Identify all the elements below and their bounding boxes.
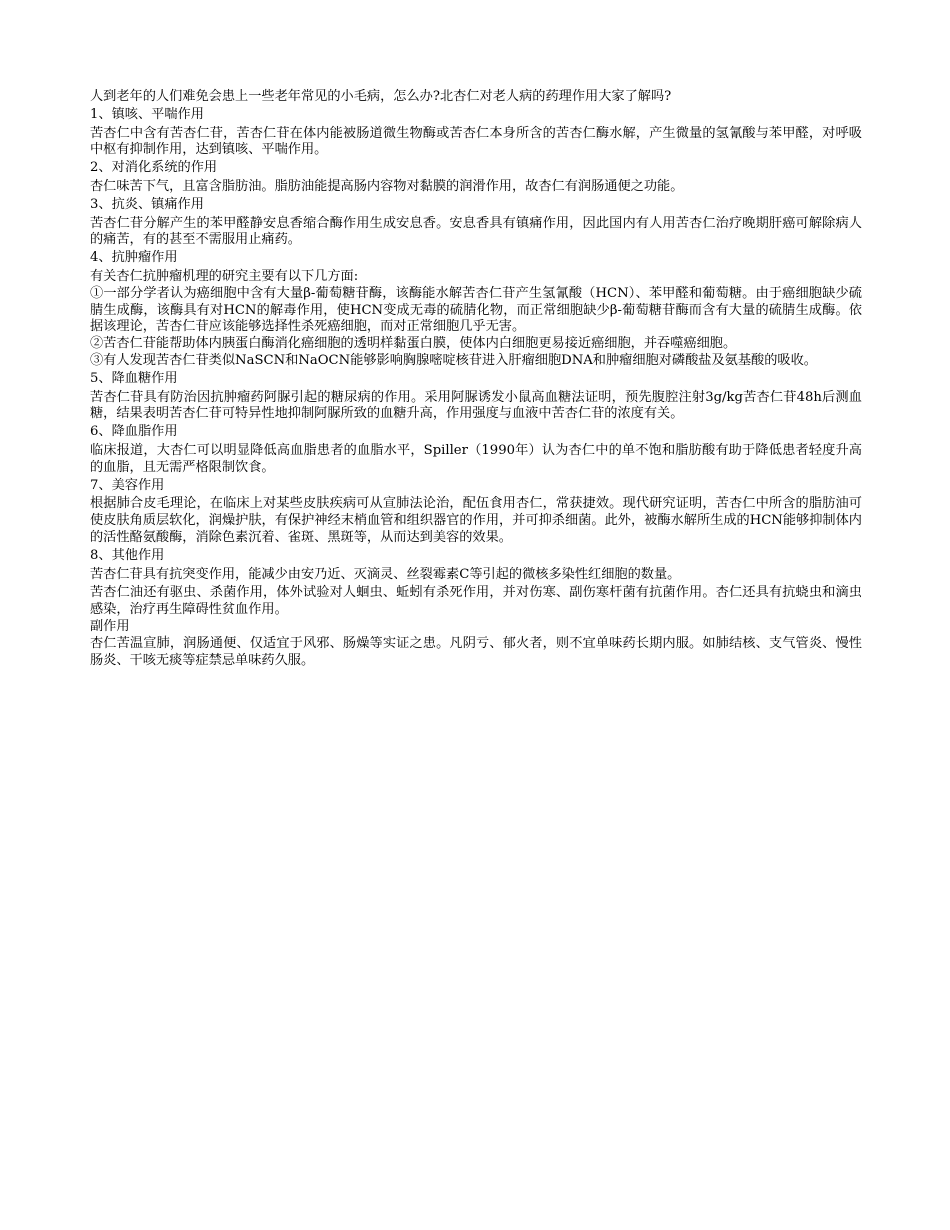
section-body-6: 临床报道，大杏仁可以明显降低高血脂患者的血脂水平，Spiller（1990年）认为杏仁中的单不饱和脂肪酸有助于降低患者轻度升高的血脂，且无需严格限制饮食。 [90, 442, 862, 475]
section-body-1: 苦杏仁中含有苦杏仁苷，苦杏仁苷在体内能被肠道微生物酶或苦杏仁本身所含的苦杏仁酶水解，产生微量的氢氰酸与苯甲醛，对呼吸中枢有抑制作用，达到镇咳、平喘作用。 [90, 125, 862, 158]
section-body-4-item-3: ③有人发现苦杏仁苷类似NaSCN和NaOCN能够影响胸腺嘧啶核苷进入肝瘤细胞DNA和肿瘤细胞对磷酸盐及氨基酸的吸收。 [90, 352, 817, 368]
document-body [90, 89, 862, 669]
section-heading-4: 4、抗肿瘤作用 [90, 250, 178, 266]
intro-paragraph: 人到老年的人们难免会患上一些老年常见的小毛病，怎么办?北杏仁对老人病的药理作用大家了解吗? [90, 89, 672, 104]
section-heading-3: 3、抗炎、镇痛作用 [90, 196, 204, 212]
section-body-3: 苦杏仁苷分解产生的苯甲醛静安息香缩合酶作用生成安息香。安息香具有镇痛作用，因此国内有人用苦杏仁治疗晚期肝癌可解除病人的痛苦，有的甚至不需服用止痛药。 [90, 215, 862, 248]
section-heading-side-effects: 副作用 [90, 618, 130, 634]
section-heading-7: 7、美容作用 [90, 477, 165, 493]
section-body-4-item-2: ②苦杏仁苷能帮助体内胰蛋白酶消化癌细胞的透明样黏蛋白膜，使体内白细胞更易接近癌细胞，并吞噬癌细胞。 [90, 336, 737, 352]
section-body-2: 杏仁味苦下气，且富含脂肪油。脂肪油能提高肠内容物对黏膜的润滑作用，故杏仁有润肠通便之功能。 [90, 178, 684, 194]
section-heading-1: 1、镇咳、平喘作用 [90, 106, 204, 122]
section-body-side-effects: 杏仁苦温宣肺，润肠通便、仅适宜于风邪、肠燥等实证之患。凡阴亏、郁火者，则不宜单味药长期内服。如肺结核、支气管炎、慢性肠炎、干咳无痰等症禁忌单味药久服。 [90, 635, 862, 668]
section-heading-2: 2、对消化系统的作用 [90, 160, 218, 176]
section-body-4-intro: 有关杏仁抗肿瘤机理的研究主要有以下几方面: [90, 268, 359, 284]
section-body-8b: 苦杏仁油还有驱虫、杀菌作用，体外试验对人蛔虫、蚯蚓有杀死作用，并对伤寒、副伤寒杆菌有抗菌作用。杏仁还具有抗蛲虫和滴虫感染，治疗再生障碍性贫血作用。 [90, 585, 862, 618]
section-body-7: 根据肺合皮毛理论，在临床上对某些皮肤疾病可从宣肺法论治，配伍食用杏仁，常获捷效。现代研究证明，苦杏仁中所含的脂肪油可使皮肤角质层软化，润燥护肤，有保护神经末梢血管和组织器官的作用，并可抑杀细菌。此外，被酶水解所生成的HCN能够抑制体内的活性酪氨酸酶，消除色素沉着、雀斑、黑斑等，从而达到美容的效果。 [90, 496, 862, 545]
section-body-5: 苦杏仁苷具有防治因抗肿瘤药阿脲引起的糖尿病的作用。采用阿脲诱发小鼠高血糖法证明，预先腹腔注射3g/kg苦杏仁苷48h后测血糖，结果表明苦杏仁苷可特异性地抑制阿脲所致的血糖升高，作用强度与血液中苦杏仁苷的浓度有关。 [90, 389, 862, 422]
section-heading-8: 8、其他作用 [90, 547, 165, 563]
section-heading-6: 6、降血脂作用 [90, 424, 178, 440]
section-heading-5: 5、降血糖作用 [90, 370, 178, 386]
section-body-4-item-1: ①一部分学者认为癌细胞中含有大量β-葡萄糖苷酶，该酶能水解苦杏仁苷产生氢氰酸（HCN）、苯甲醛和葡萄糖。由于癌细胞缺少硫腈生成酶，该酶具有对HCN的解毒作用，使HCN变成无毒的硫腈化物，而正常细胞缺少β-葡萄糖苷酶而含有大量的硫腈生成酶。依据该理论，苦杏仁苷应该能够选择性杀死癌细胞，而对正常细胞几乎无害。 [90, 285, 862, 335]
section-body-8a: 苦杏仁苷具有抗突变作用，能减少由安乃近、灭滴灵、丝裂霉素C等引起的微核多染性红细胞的数量。 [90, 566, 681, 582]
